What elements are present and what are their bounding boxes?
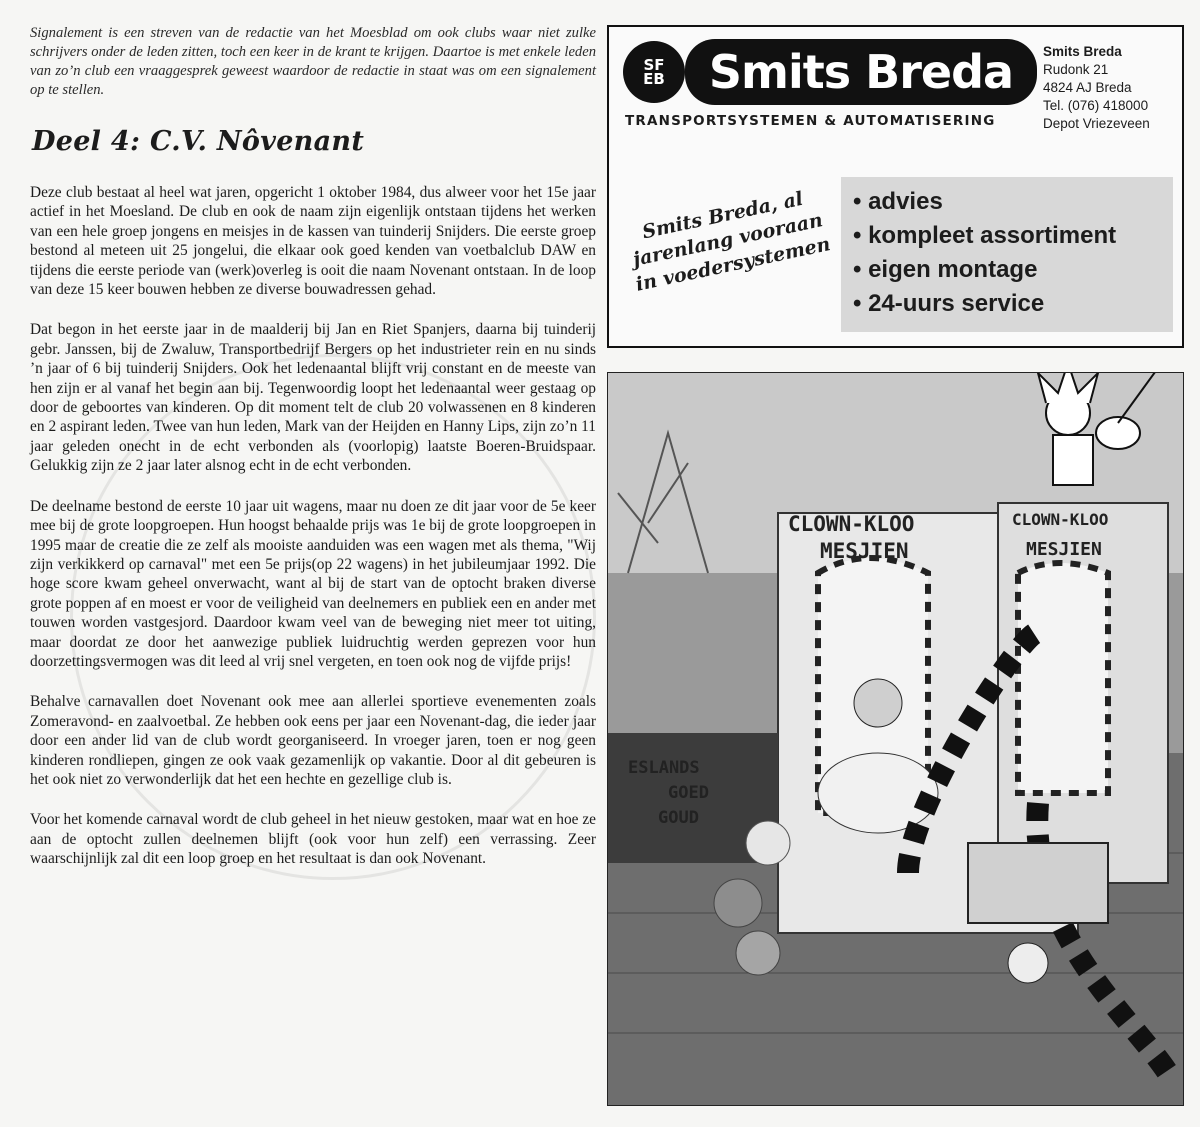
parade-float-photo: [607, 372, 1184, 1106]
services-box: [841, 177, 1173, 332]
brand-tagline: TRANSPORTSYSTEMEN & AUTOMATISERING: [625, 113, 996, 129]
sign-text: CLOWN-KLOO: [788, 512, 915, 536]
brand-name: Smits Breda: [685, 39, 1037, 105]
address-phone: Tel. (076) 418000: [1043, 98, 1149, 113]
club-emblem-watermark: [70, 354, 596, 880]
logo-letters: SF EB: [643, 56, 665, 88]
sign-text: CLOWN-KLOO: [1012, 510, 1109, 529]
article-paragraph: Deze club bestaat al heel wat jaren, opgericht 1 oktober 1984, dus alweer voor het 15e jaar actief in het Moesland. De club en ook de naam zijn eigenlijk ontstaan tijdens het werken van een hele groep jongens en meisjes in de kassen van tuinderij Snijders. Die eerste groep bestond al meteen uit 25 jongelui, die elkaar ook goed kenden van voetbalclub DAW en tijdens die eerste periode van (werk)overleg is ooit die naam Novenant ontstaan. In de loop van deze 15 keer bouwen hebben ze diverse bouwadressen gehad.: [30, 184, 596, 299]
sign-text: MESJIEN: [1026, 539, 1102, 560]
article-title: Deel 4: C.V. Nôvenant: [32, 126, 365, 157]
service-item: • kompleet assortiment: [853, 222, 1117, 249]
banner-text: GOUD: [658, 808, 699, 828]
service-item: • eigen montage: [853, 256, 1038, 283]
address-depot: Depot Vriezeveen: [1043, 116, 1150, 131]
smits-breda-advertisement: [607, 25, 1184, 348]
address-city: 4824 AJ Breda: [1043, 80, 1132, 95]
ad-slogan: Smits Breda, al jarenlang vooraan in voedersystemen: [631, 187, 833, 296]
company-logo-icon: [623, 41, 685, 103]
banner-text: ESLANDS: [628, 758, 700, 778]
banner-text: GOED: [668, 783, 709, 803]
company-address: [1043, 43, 1150, 133]
parade-photo-drawing: [608, 373, 1184, 1106]
address-company: Smits Breda: [1043, 44, 1122, 59]
article-paragraph: Behalve carnavallen doet Novenant ook mee aan allerlei sportieve evenementen zoals Zomeravond- en zaalvoetbal. Ze hebben ook eens per jaar een Novenant-dag, die ieder jaar door een ander lid van de club wordt georganiseerd. In vroeger jaren, toen er nog geen kinderen rondliepen, gingen ze ook vaak gezamenlijk op vakantie. Door al dit gebeuren is het ook niet zo verwonderlijk dat het een hechte en gezellige club is.: [30, 693, 596, 788]
address-street: Rudonk 21: [1043, 62, 1109, 77]
article-paragraph: De deelname bestond de eerste 10 jaar uit wagens, maar nu doen ze dit jaar voor de 5e keer mee bij de grote loopgroepen. Hun hoogst behaalde prijs was 1e bij de grote loopgroepen in 1995 maar de creatie die ze zelf als mooiste aanduiden was een wagen met als thema, "Wij zijn verkikkerd op carnaval" met een 5e prijs(op 22 wagens) in het jubileumjaar 1992. Die hoge score kwam geheel onverwacht, want al bij de start van de optocht braken diverse grote poppen af en moest er voor de veiligheid van deelnemers en publiek een en ander met touwen worden vastgesjord. Daardoor kwam veel van de beweging niet meer tot uiting, maar doordat ze door het aanwezige publiek luidruchtig werden geprezen voor hun doorzettingsvermogen was dit leed al vrij snel vergeten, en toen ook nog de vijfde prijs!: [30, 497, 596, 670]
article-paragraph: Voor het komende carnaval wordt de club geheel in het nieuw gestoken, maar wat en hoe ze aan de optocht zullen deelnemen blijft (ook voor hun zelf) een verrassing. Zeer waarschijnlijk zal dit een loop groep en het resultaat is dan ook Novenant.: [30, 811, 596, 868]
service-item: • advies: [853, 188, 943, 215]
article-column: [30, 24, 596, 890]
sign-text: MESJIEN: [820, 539, 909, 563]
article-paragraph: Dat begon in het eerste jaar in de maalderij bij Jan en Riet Spanjers, daarna bij tuinderij gebr. Janssen, bij de Zwaluw, Transportbedrijf Bergers op het industrieter rein en nu sinds ’n jaar of 6 bij tuinderij Snijders. Ook het ledenaantal blijft vrij constant en de meeste van hen zijn er al vanaf het begin aan bij. Tegenwoordig loopt het ledenaantal weer gestaag op door de geboortes van kinderen. Op dit moment telt de club 20 volwassenen en 8 kinderen en 2 aspirant leden. Twee van hun leden, Mark van der Heijden en Hanny Lips, zijn zo’n 11 jaar geleden onecht in de echt verbonden als (voorlopig) laatste Boeren-Bruidspaar. Gelukkig zijn ze 2 jaar later alsnog echt in de echt verbonden.: [30, 321, 596, 475]
service-item: • 24-uurs service: [853, 290, 1045, 317]
intro-text: Signalement is een streven van de redactie van het Moesblad om ook clubs waar niet zulke schrijvers onder de leden zitten, toch een keer in de krant te krijgen. Daartoe is met enkele leden van zo’n club een vraaggesprek geweest waardoor de redactie in staat was om een signalement op te stellen.: [30, 25, 596, 98]
